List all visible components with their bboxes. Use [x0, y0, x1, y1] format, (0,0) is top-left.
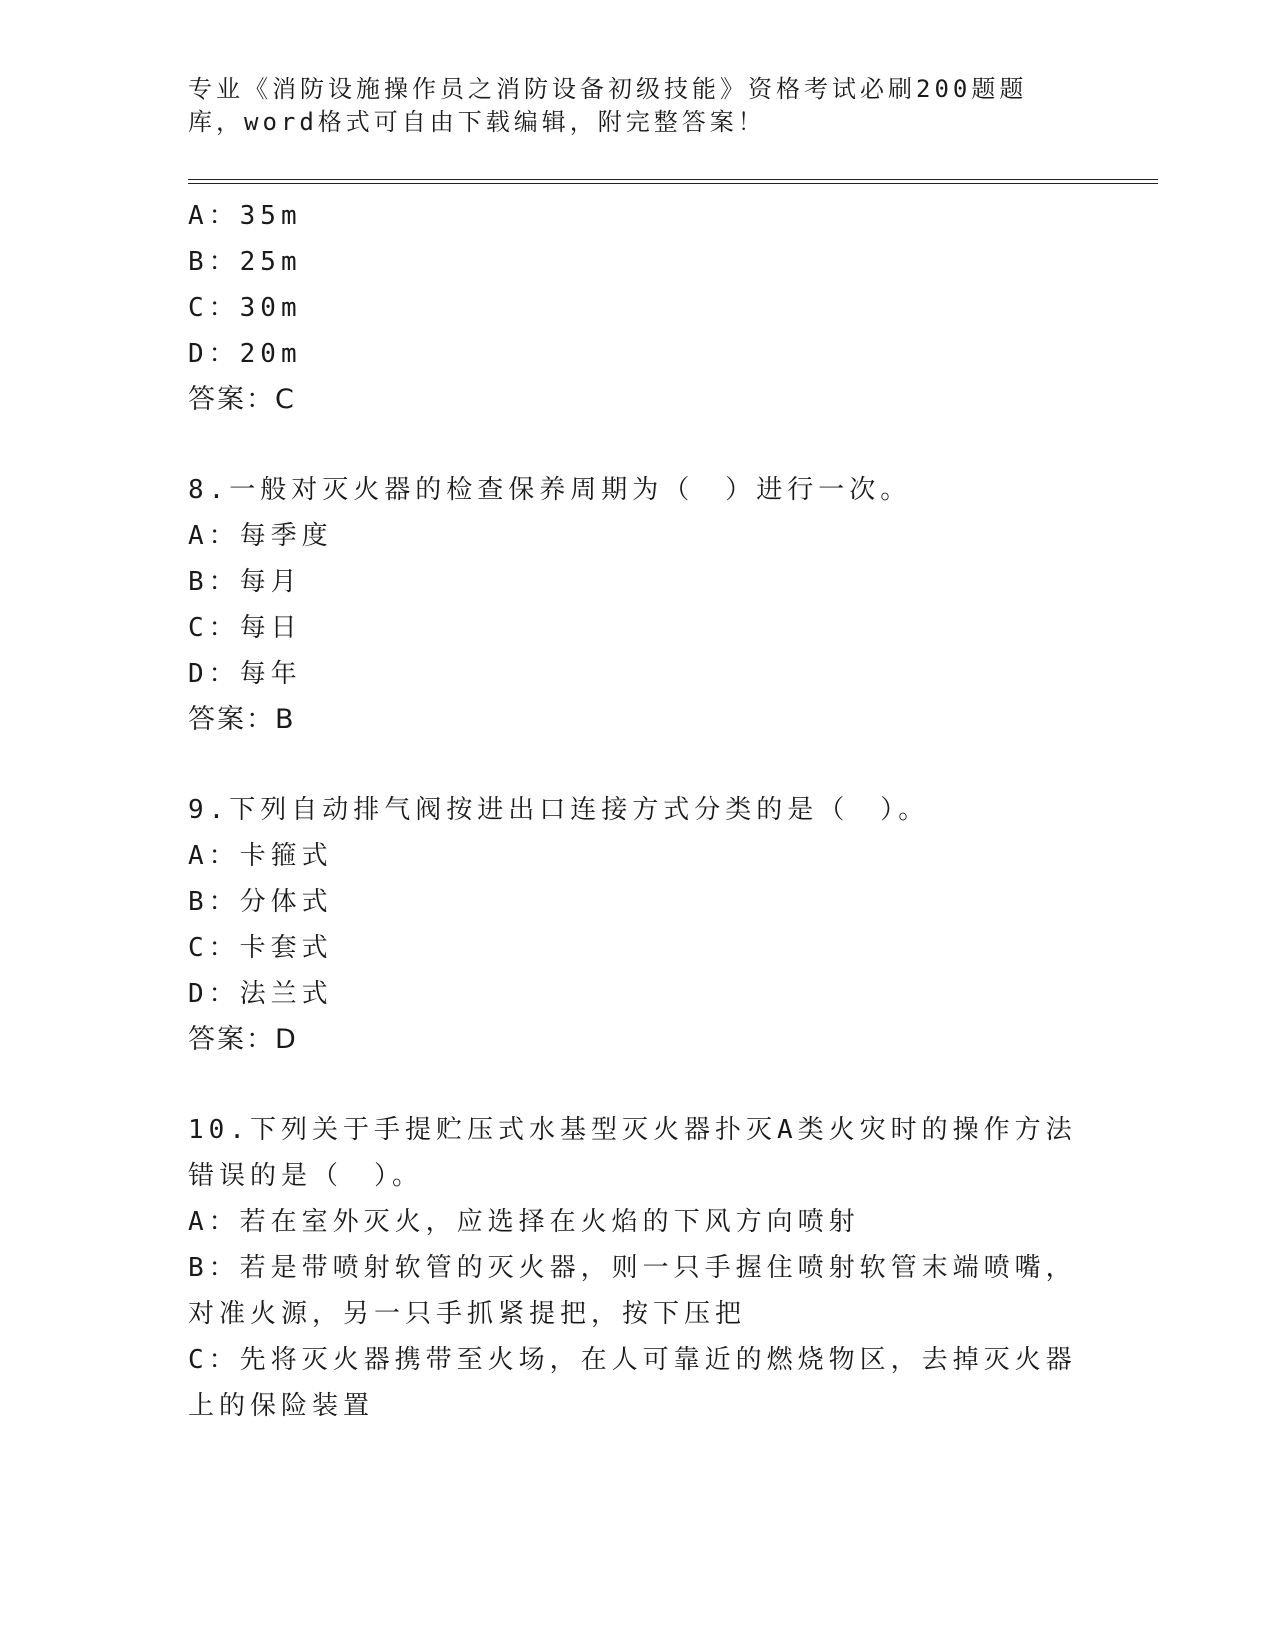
answer: 答案：D	[188, 1024, 298, 1055]
question-7-tail	[188, 193, 1078, 423]
option-c: C：先将灭火器携带至火场，在人可靠近的燃烧物区，去掉灭火器上的保险装置	[188, 1345, 1077, 1421]
option-c: C：卡套式	[188, 933, 333, 963]
option-a: A：卡箍式	[188, 841, 333, 871]
answer: 答案：B	[188, 704, 296, 735]
option-b: B：每月	[188, 567, 302, 597]
option-a: A：若在室外灭火，应选择在火焰的下风方向喷射	[188, 1207, 860, 1237]
question-text: 9.下列自动排气阀按进出口连接方式分类的是（ ）。	[188, 795, 930, 825]
option-a: A：每季度	[188, 521, 333, 551]
question-text: 10.下列关于手提贮压式水基型灭火器扑灭A类火灾时的操作方法错误的是（ ）。	[188, 1115, 1077, 1191]
option-a: A：35m	[188, 201, 302, 231]
spacer	[188, 743, 1078, 787]
option-c: C：每日	[188, 613, 302, 643]
option-b: B：25m	[188, 247, 302, 277]
question-content	[188, 193, 1078, 1429]
option-d: D：法兰式	[188, 979, 333, 1009]
question-9	[188, 787, 1078, 1063]
option-d: D：每年	[188, 659, 302, 689]
header-divider-bottom	[188, 183, 1158, 184]
question-10	[188, 1107, 1078, 1429]
option-b: B：若是带喷射软管的灭火器，则一只手握住喷射软管末端喷嘴，对准火源，另一只手抓紧提把，按下压把	[188, 1253, 1077, 1329]
question-text: 8.一般对灭火器的检查保养周期为（ ）进行一次。	[188, 475, 912, 505]
spacer	[188, 1063, 1078, 1107]
answer: 答案：C	[188, 384, 296, 415]
option-c: C：30m	[188, 293, 302, 323]
option-b: B：分体式	[188, 887, 333, 917]
document-header: 专业《消防设施操作员之消防设备初级技能》资格考试必刷200题题库，word格式可自由下载编辑，附完整答案！	[188, 75, 1028, 136]
header-divider-top	[188, 179, 1158, 180]
spacer	[188, 423, 1078, 467]
option-d: D：20m	[188, 339, 302, 369]
question-8	[188, 467, 1078, 743]
